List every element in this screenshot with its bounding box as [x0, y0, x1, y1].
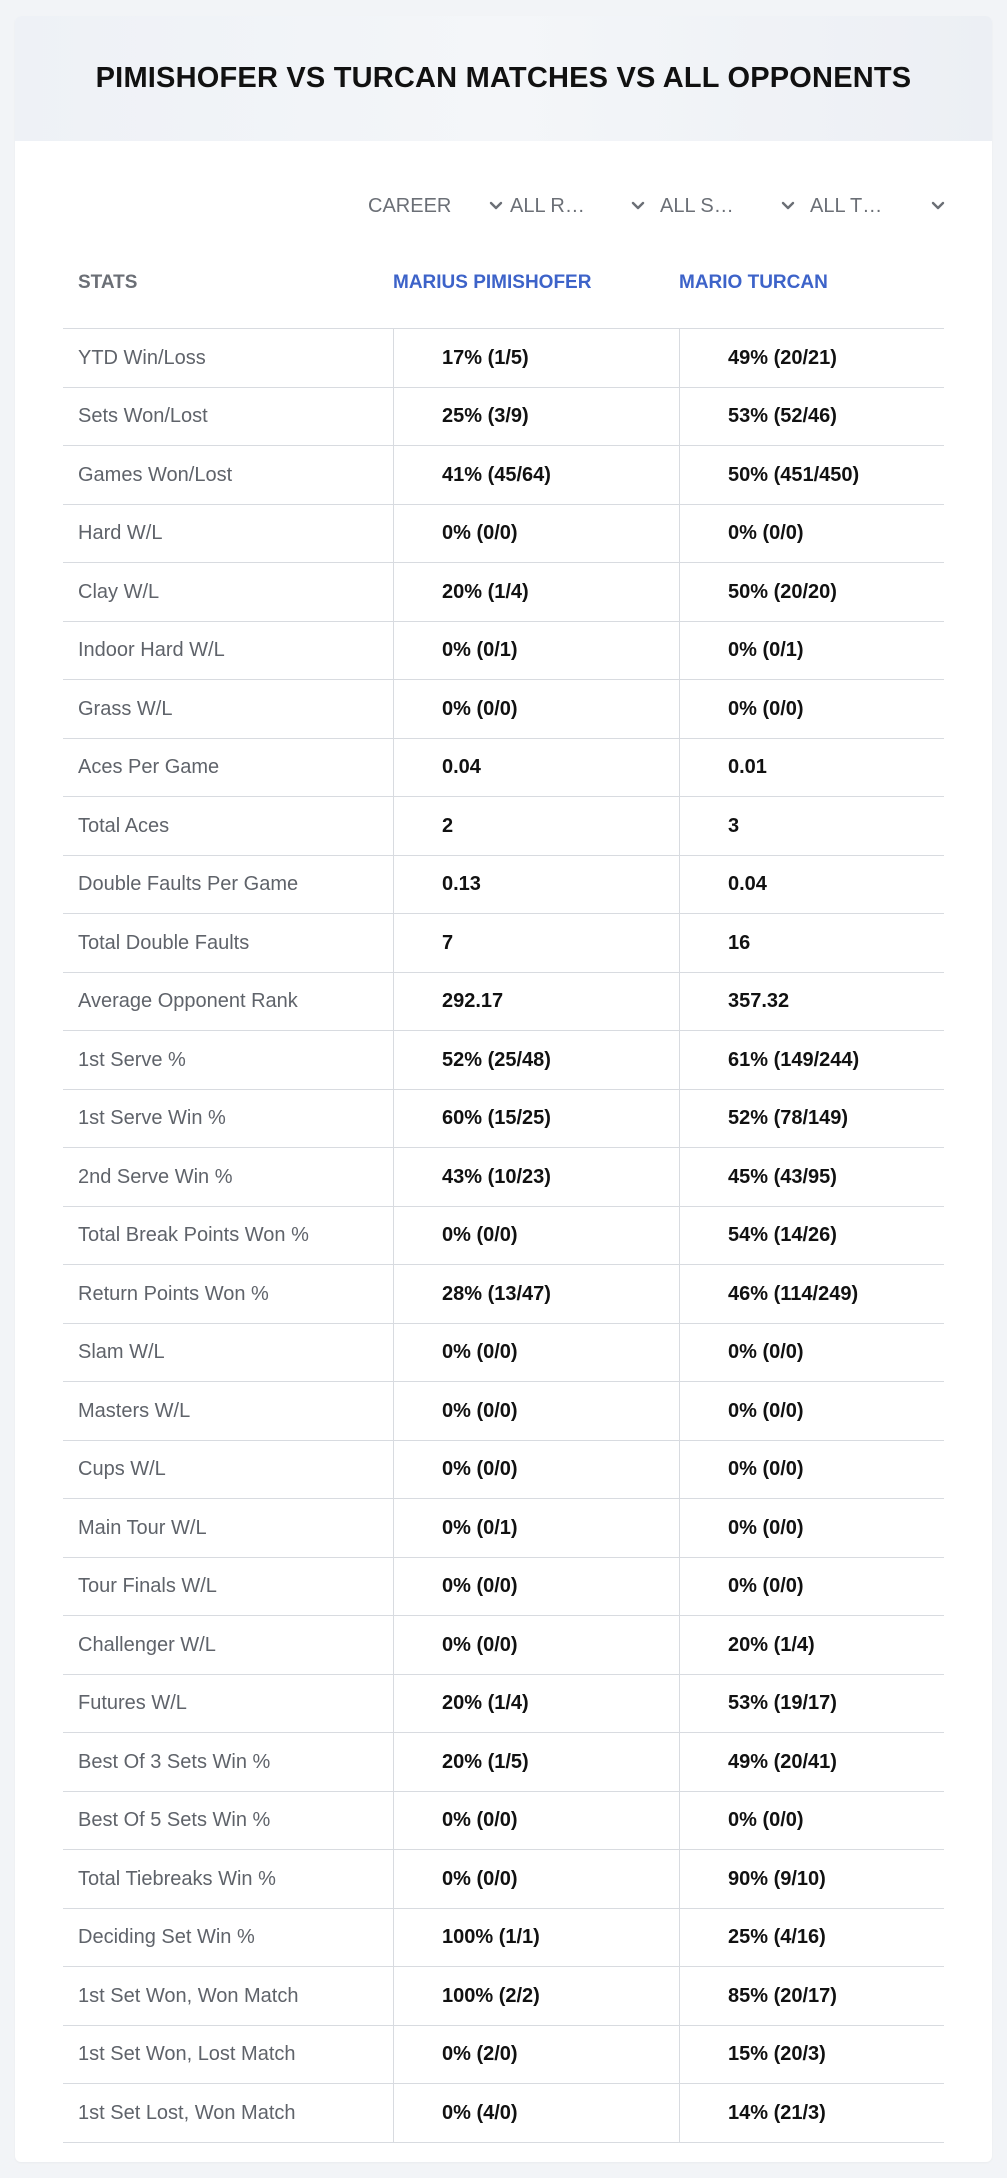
player2-value: 0% (0/0): [679, 680, 944, 739]
player1-value: 0% (0/0): [393, 1441, 679, 1500]
player2-value: 0.04: [679, 856, 944, 915]
stat-label: Main Tour W/L: [78, 1516, 207, 1539]
player1-value: 0% (0/0): [393, 1207, 679, 1266]
table-row: [63, 622, 944, 681]
player1-value: 0% (0/0): [393, 680, 679, 739]
player2-value: 49% (20/21): [679, 329, 944, 388]
table-row: [63, 1265, 944, 1324]
stat-label: Double Faults Per Game: [78, 873, 299, 896]
chevron-down-icon: [486, 196, 506, 216]
stat-label: Tour Finals W/L: [78, 1575, 217, 1598]
table-row: [63, 446, 944, 505]
table-row: [63, 1148, 944, 1207]
stat-label: 1st Serve Win %: [78, 1107, 226, 1130]
table-row: [63, 1675, 944, 1734]
table-row: [63, 1207, 944, 1266]
stat-label: Aces Per Game: [78, 756, 220, 779]
filter-period-select[interactable]: [368, 186, 506, 226]
player2-value: 0% (0/1): [679, 622, 944, 681]
player1-value: 0.13: [393, 856, 679, 915]
stat-label: Masters W/L: [78, 1399, 191, 1422]
stat-label: Games Won/Lost: [78, 463, 233, 486]
player1-value: 52% (25/48): [393, 1031, 679, 1090]
player2-value: 3: [679, 797, 944, 856]
table-row: [63, 1324, 944, 1383]
player1-value: 0% (4/0): [393, 2084, 679, 2143]
player2-value: 53% (52/46): [679, 388, 944, 447]
table-row: [63, 1967, 944, 2026]
player1-value: 0% (0/0): [393, 1324, 679, 1383]
player1-value: 43% (10/23): [393, 1148, 679, 1207]
player2-value: 0% (0/0): [679, 1441, 944, 1500]
stat-label: 1st Set Lost, Won Match: [78, 2101, 296, 2124]
table-row: [63, 1558, 944, 1617]
stat-label: Hard W/L: [78, 522, 163, 545]
table-row: [63, 1499, 944, 1558]
chevron-down-icon: [928, 196, 948, 216]
player1-value: 20% (1/5): [393, 1733, 679, 1792]
player1-value: 20% (1/4): [393, 563, 679, 622]
table-row: [63, 797, 944, 856]
player2-value: 15% (20/3): [679, 2026, 944, 2085]
player2-value: 357.32: [679, 973, 944, 1032]
player1-value: 0% (0/1): [393, 1499, 679, 1558]
player1-value: 0% (0/0): [393, 1558, 679, 1617]
table-row: [63, 1850, 944, 1909]
table-row: [63, 505, 944, 564]
stat-label: Indoor Hard W/L: [78, 639, 225, 662]
stat-label: Challenger W/L: [78, 1633, 216, 1656]
card-header: [15, 16, 992, 141]
player1-value: 292.17: [393, 973, 679, 1032]
stat-label: Futures W/L: [78, 1692, 187, 1715]
chevron-down-icon: [778, 196, 798, 216]
player1-value: 17% (1/5): [393, 329, 679, 388]
player2-value: 14% (21/3): [679, 2084, 944, 2143]
table-row: [63, 2084, 944, 2143]
player1-value: 0% (0/1): [393, 622, 679, 681]
player2-value: 52% (78/149): [679, 1090, 944, 1149]
page-title: PIMISHOFER VS TURCAN MATCHES VS ALL OPPONENTS: [95, 62, 912, 94]
stat-label: Average Opponent Rank: [78, 990, 298, 1013]
table-header: [63, 266, 944, 329]
table-row: [63, 1909, 944, 1968]
table-row: [63, 388, 944, 447]
player1-value: 0% (0/0): [393, 1850, 679, 1909]
table-row: [63, 973, 944, 1032]
stat-label: Slam W/L: [78, 1341, 165, 1364]
stat-label: Total Double Faults: [78, 931, 250, 954]
stat-label: 1st Set Won, Lost Match: [78, 2043, 296, 2066]
player2-value: 0.01: [679, 739, 944, 798]
player1-value: 28% (13/47): [393, 1265, 679, 1324]
table-row: [63, 1441, 944, 1500]
player2-value: 16: [679, 914, 944, 973]
player1-value: 100% (2/2): [393, 1967, 679, 2026]
player1-value: 100% (1/1): [393, 1909, 679, 1968]
player2-value: 50% (451/450): [679, 446, 944, 505]
player2-value: 0% (0/0): [679, 505, 944, 564]
player2-value: 45% (43/95): [679, 1148, 944, 1207]
player1-value: 0% (2/0): [393, 2026, 679, 2085]
table-row: [63, 1616, 944, 1675]
stats-table-body: [63, 329, 944, 2143]
player1-value: 0% (0/0): [393, 505, 679, 564]
table-row: [63, 856, 944, 915]
stat-label: Total Tiebreaks Win %: [78, 1867, 276, 1890]
player1-value: 60% (15/25): [393, 1090, 679, 1149]
player2-value: 0% (0/0): [679, 1792, 944, 1851]
player1-value: 0.04: [393, 739, 679, 798]
table-row: [63, 1382, 944, 1441]
stat-label: Sets Won/Lost: [78, 405, 208, 428]
table-row: [63, 1792, 944, 1851]
player1-value: 25% (3/9): [393, 388, 679, 447]
stats-card: [15, 16, 992, 2162]
stats-column-header: STATS: [78, 272, 138, 293]
player1-value: 41% (45/64): [393, 446, 679, 505]
stat-label: Return Points Won %: [78, 1282, 269, 1305]
filter-round-value: ALL R…: [510, 194, 585, 217]
player1-value: 2: [393, 797, 679, 856]
player1-value: 0% (0/0): [393, 1792, 679, 1851]
stat-label: Clay W/L: [78, 580, 160, 603]
stat-label: Total Aces: [78, 814, 170, 837]
table-row: [63, 914, 944, 973]
table-row: [63, 739, 944, 798]
stat-label: YTD Win/Loss: [78, 346, 206, 369]
filter-round-select[interactable]: [510, 186, 648, 226]
player2-value: 20% (1/4): [679, 1616, 944, 1675]
stat-label: Best Of 5 Sets Win %: [78, 1809, 271, 1832]
filter-bar: [15, 186, 992, 226]
table-row: [63, 1090, 944, 1149]
table-row: [63, 329, 944, 388]
player2-value: 85% (20/17): [679, 1967, 944, 2026]
player2-link[interactable]: MARIO TURCAN: [679, 272, 828, 293]
table-row: [63, 1031, 944, 1090]
player1-value: 7: [393, 914, 679, 973]
table-row: [63, 2026, 944, 2085]
filter-tournament-select[interactable]: [810, 186, 948, 226]
filter-tournament-value: ALL T…: [810, 194, 883, 217]
stat-label: Total Break Points Won %: [78, 1224, 309, 1247]
stat-label: Grass W/L: [78, 697, 173, 720]
player1-link[interactable]: MARIUS PIMISHOFER: [393, 272, 592, 293]
player1-value: 20% (1/4): [393, 1675, 679, 1734]
player2-value: 49% (20/41): [679, 1733, 944, 1792]
player1-value: 0% (0/0): [393, 1382, 679, 1441]
chevron-down-icon: [628, 196, 648, 216]
player2-value: 0% (0/0): [679, 1558, 944, 1617]
player2-value: 54% (14/26): [679, 1207, 944, 1266]
player2-value: 0% (0/0): [679, 1499, 944, 1558]
player1-value: 0% (0/0): [393, 1616, 679, 1675]
stat-label: 1st Set Won, Won Match: [78, 1984, 299, 2007]
player2-value: 61% (149/244): [679, 1031, 944, 1090]
player2-value: 25% (4/16): [679, 1909, 944, 1968]
stat-label: Deciding Set Win %: [78, 1926, 255, 1949]
stat-label: 1st Serve %: [78, 1048, 186, 1071]
table-row: [63, 1733, 944, 1792]
stat-label: Cups W/L: [78, 1458, 166, 1481]
table-row: [63, 563, 944, 622]
player2-value: 90% (9/10): [679, 1850, 944, 1909]
filter-period-value: CAREER: [368, 194, 452, 217]
table-row: [63, 680, 944, 739]
player2-value: 0% (0/0): [679, 1324, 944, 1383]
player2-value: 50% (20/20): [679, 563, 944, 622]
stat-label: 2nd Serve Win %: [78, 1165, 233, 1188]
player2-value: 53% (19/17): [679, 1675, 944, 1734]
player2-value: 46% (114/249): [679, 1265, 944, 1324]
stat-label: Best Of 3 Sets Win %: [78, 1750, 271, 1773]
filter-surface-select[interactable]: [660, 186, 798, 226]
player2-value: 0% (0/0): [679, 1382, 944, 1441]
filter-surface-value: ALL S…: [660, 194, 734, 217]
